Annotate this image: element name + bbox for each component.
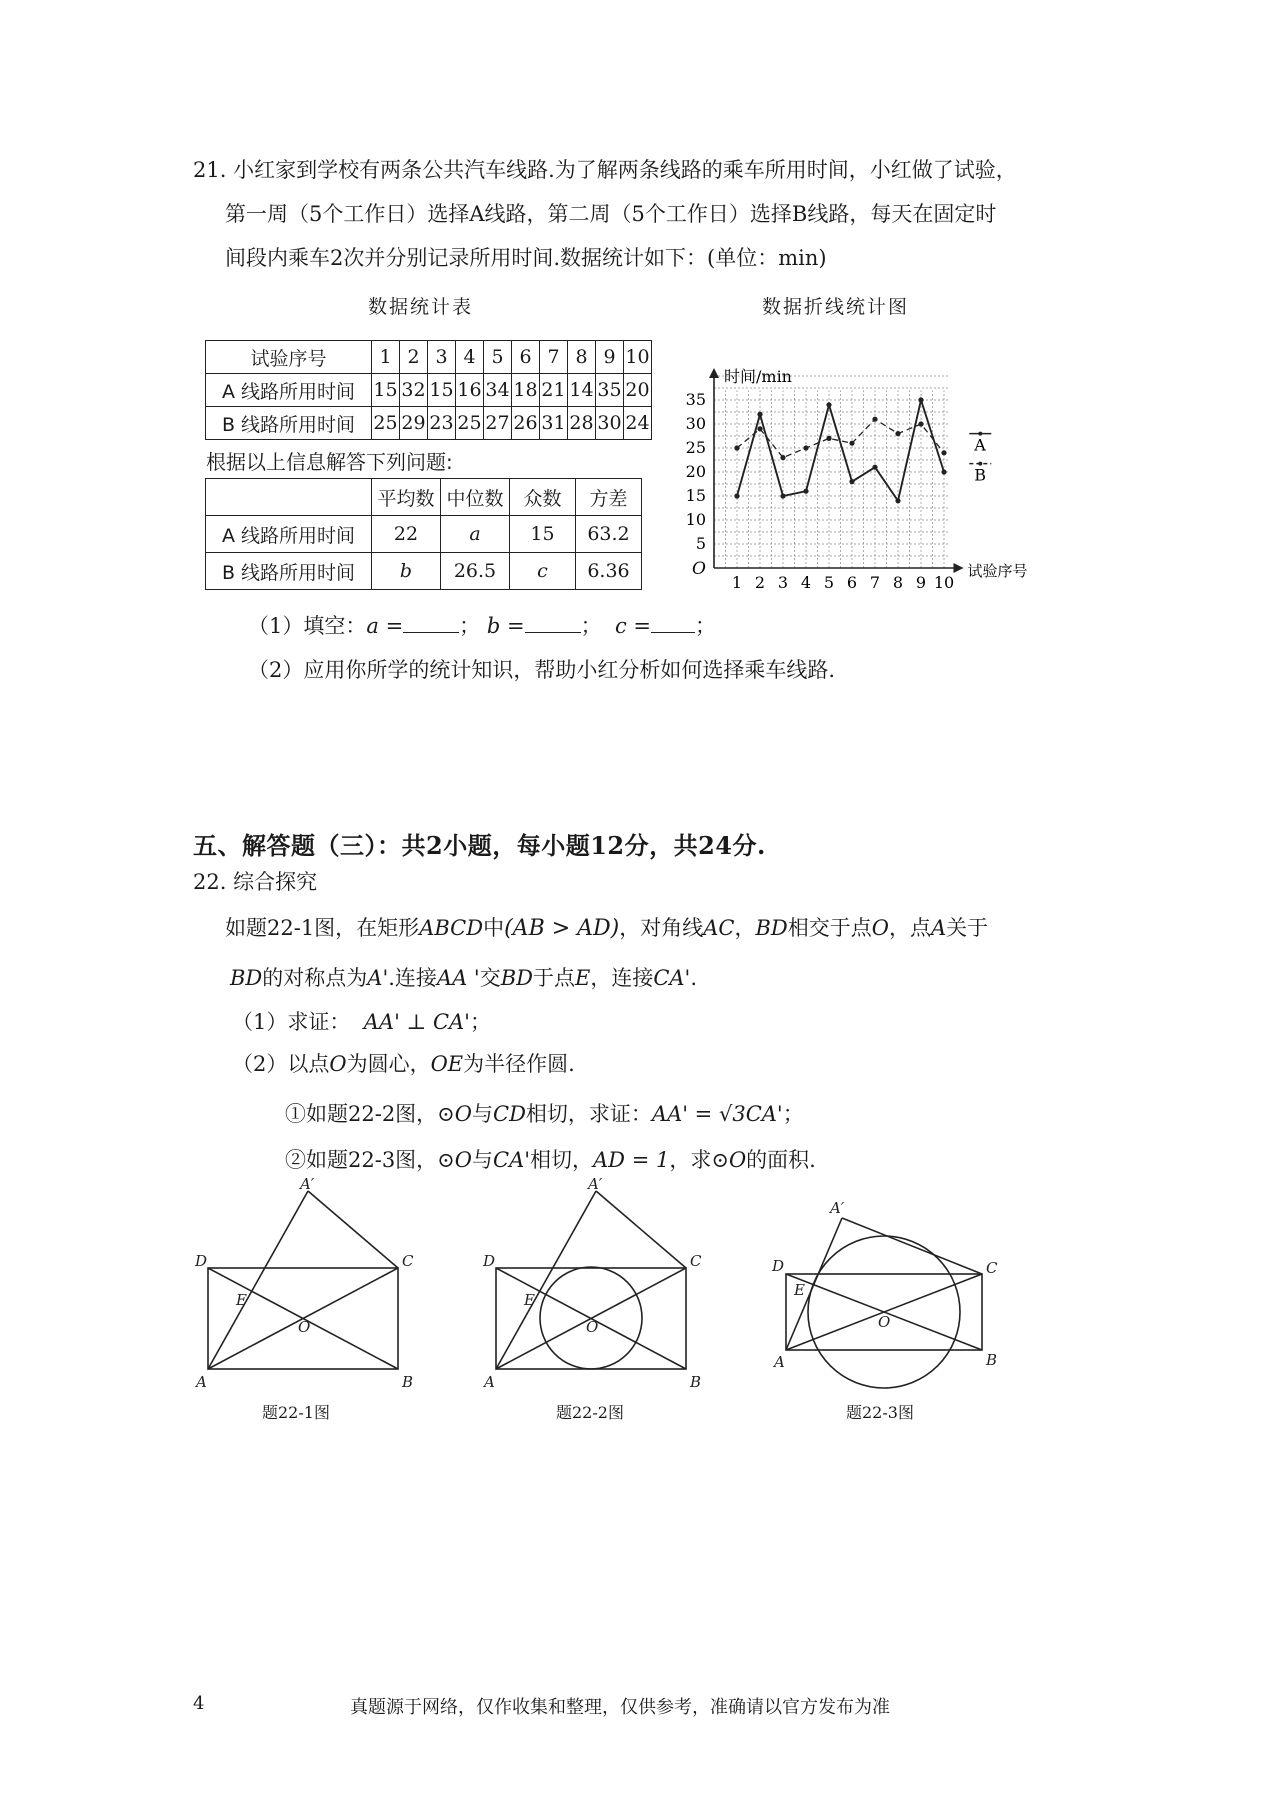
- text: ②如题22-3图，⊙: [285, 1148, 455, 1172]
- stats-header-empty: [206, 479, 372, 516]
- stats-cell: 63.2: [576, 516, 642, 553]
- q21-sub1: [248, 612, 716, 640]
- data-point-A: [941, 469, 946, 474]
- data-point-A: [872, 465, 877, 470]
- math: AD = 1: [593, 1148, 670, 1172]
- label-a-prime: A′: [588, 1175, 603, 1193]
- math: O: [454, 1102, 472, 1126]
- table-caption: 数据统计表: [368, 296, 474, 318]
- stats-cell: b: [372, 553, 441, 590]
- segment-ca: [596, 1191, 686, 1268]
- stats-row-a: [206, 516, 642, 553]
- text: ，连接: [590, 966, 654, 990]
- value-cell: 21: [540, 374, 568, 407]
- label-c: C: [690, 1252, 702, 1270]
- data-point-A: [803, 489, 808, 494]
- q22-sub1: [232, 1008, 491, 1036]
- x-tick-label: 6: [846, 573, 858, 592]
- data-point-B: [941, 450, 946, 455]
- q22-line2: [230, 964, 697, 992]
- stats-header-row: [206, 479, 642, 516]
- data-point-B: [872, 417, 877, 422]
- seq-cell: 7: [540, 341, 568, 374]
- x-tick-label: 1: [731, 573, 743, 592]
- data-point-A: [849, 479, 854, 484]
- y-tick-label: 5: [695, 534, 706, 553]
- math: AA' = √3CA': [651, 1102, 783, 1126]
- table-header-row: [206, 341, 652, 374]
- data-point-B: [734, 445, 739, 450]
- math: O: [871, 916, 889, 940]
- seq-cell: 5: [484, 341, 512, 374]
- y-tick-label: 25: [685, 438, 706, 457]
- text: 为半径作圆.: [463, 1052, 575, 1076]
- stats-cell: 22: [372, 516, 441, 553]
- q22-sub2-1: [285, 1100, 804, 1128]
- row-label: B 线路所用时间: [206, 553, 372, 590]
- text: ，对角线: [619, 916, 704, 940]
- stats-cell: 6.36: [576, 553, 642, 590]
- value-cell: 30: [596, 407, 624, 440]
- blank-b[interactable]: [525, 612, 581, 633]
- stats-cell: 15: [510, 516, 576, 553]
- text: （2）以点: [232, 1052, 330, 1076]
- label-c: C: [402, 1252, 414, 1270]
- seq-cell: 8: [568, 341, 596, 374]
- math: O: [329, 1052, 347, 1076]
- math: E: [574, 966, 591, 990]
- y-tick-label: 35: [685, 390, 706, 409]
- sub1-prefix: （1）填空：: [248, 614, 367, 638]
- table-header-label: 试验序号: [206, 341, 372, 374]
- text: 为圆心，: [346, 1052, 431, 1076]
- q21-prompt: 根据以上信息解答下列问题:: [206, 450, 453, 474]
- q22-heading: 22. 综合探究: [193, 870, 318, 894]
- x-tick-label: 7: [869, 573, 881, 592]
- origin-label: O: [692, 559, 706, 579]
- y-tick-label: 20: [685, 462, 706, 481]
- math: ABCD: [419, 916, 484, 940]
- seq-cell: 2: [400, 341, 428, 374]
- label-o: O: [298, 1318, 311, 1336]
- blank-a[interactable]: [403, 612, 459, 633]
- value-cell: 32: [400, 374, 428, 407]
- row-label: A 线路所用时间: [206, 374, 372, 407]
- text: 相交于点: [787, 916, 872, 940]
- label-b: B: [690, 1373, 702, 1391]
- data-point-A: [918, 397, 923, 402]
- math: AA' ⊥ CA': [363, 1010, 470, 1034]
- math: (AB > AD): [504, 916, 620, 941]
- data-table: [205, 340, 652, 440]
- y-tick-label: 10: [685, 510, 706, 529]
- stats-table: [205, 478, 642, 590]
- label-o: O: [878, 1313, 891, 1331]
- seq-cell: 4: [456, 341, 484, 374]
- text: 与: [472, 1102, 493, 1126]
- y-tick-label: 30: [685, 414, 706, 433]
- segment-ca: [842, 1218, 982, 1274]
- value-cell: 16: [456, 374, 484, 407]
- value-cell: 25: [372, 407, 400, 440]
- math: BD: [755, 916, 788, 940]
- seq-cell: 1: [372, 341, 400, 374]
- x-tick-label: 10: [933, 573, 955, 592]
- x-tick-label: 2: [754, 573, 766, 592]
- stats-row-b: [206, 553, 642, 590]
- stats-cell: c: [510, 553, 576, 590]
- row-label: B 线路所用时间: [206, 407, 372, 440]
- value-cell: 35: [596, 374, 624, 407]
- blank-c[interactable]: [651, 612, 695, 633]
- math: O: [728, 1148, 747, 1172]
- q22-sub2-2: [285, 1146, 816, 1174]
- data-point-B: [826, 436, 831, 441]
- caption-22-3: 题22-3图: [846, 1403, 914, 1422]
- q22-line1: [225, 914, 988, 943]
- label-b: B: [986, 1351, 998, 1369]
- text: 相切，求证：: [525, 1102, 652, 1126]
- math: AC: [703, 916, 735, 940]
- text: （1）求证：: [232, 1010, 351, 1034]
- value-cell: 15: [428, 374, 456, 407]
- data-point-B: [803, 445, 808, 450]
- math: CA': [493, 1148, 531, 1172]
- x-axis-arrow: [954, 563, 964, 573]
- value-cell: 15: [372, 374, 400, 407]
- data-point-B: [849, 441, 854, 446]
- data-point-A: [757, 412, 762, 417]
- value-cell: 26: [512, 407, 540, 440]
- page-number: 4: [193, 1693, 205, 1714]
- x-tick-label: 3: [777, 573, 789, 592]
- label-c: C: [986, 1259, 998, 1277]
- data-point-A: [780, 493, 785, 498]
- text: 中: [483, 916, 505, 940]
- text: 交: [479, 966, 501, 990]
- q21-sub2: （2）应用你所学的统计知识，帮助小红分析如何选择乘车线路.: [248, 658, 836, 682]
- text: 关于: [946, 916, 989, 940]
- value-cell: 31: [540, 407, 568, 440]
- q21-line1: 21. 小红家到学校有两条公共汽车线路.为了解两条线路的乘车所用时间，小红做了试验，: [193, 158, 1017, 182]
- q21-line2: 第一周（5个工作日）选择A线路，第二周（5个工作日）选择B线路，每天在固定时: [225, 202, 997, 226]
- value-cell: 28: [568, 407, 596, 440]
- x-tick-label: 9: [915, 573, 927, 592]
- data-point-B: [895, 431, 900, 436]
- label-d: D: [483, 1252, 496, 1270]
- value-cell: 20: [624, 374, 652, 407]
- sub1-b: b =: [486, 614, 525, 638]
- caption-22-1: 题22-1图: [262, 1403, 330, 1422]
- section5-title: 五、解答题（三）：共2小题，每小题12分，共24分.: [193, 831, 766, 860]
- table-row-a: [206, 374, 652, 407]
- seq-cell: 3: [428, 341, 456, 374]
- q22-sub2: [232, 1050, 575, 1078]
- sub1-sep: ；: [694, 614, 716, 638]
- label-a-prime: A′: [830, 1199, 845, 1217]
- value-cell: 24: [624, 407, 652, 440]
- seq-cell: 10: [624, 341, 652, 374]
- label-a: A: [774, 1353, 785, 1371]
- text: 如题22-1图，在矩形: [225, 916, 420, 940]
- seq-cell: 6: [512, 341, 540, 374]
- data-point-A: [734, 493, 739, 498]
- sub1-a: a =: [366, 614, 404, 638]
- data-point-A: [895, 498, 900, 503]
- math: CD: [493, 1102, 526, 1126]
- data-point-A: [826, 402, 831, 407]
- value-cell: 29: [400, 407, 428, 440]
- q21-line3: 间段内乘车2次并分别记录所用时间.数据统计如下：(单位：min): [225, 246, 827, 270]
- stats-header: 众数: [510, 479, 576, 516]
- footer-note: 真题源于网络，仅作收集和整理，仅供参考，准确请以官方发布为准: [350, 1697, 890, 1718]
- value-cell: 34: [484, 374, 512, 407]
- sub1-c: c =: [614, 614, 651, 638]
- label-e: E: [236, 1291, 247, 1309]
- label-a: A: [484, 1373, 495, 1391]
- label-e: E: [794, 1281, 805, 1299]
- figure-22-1: [190, 1175, 430, 1415]
- math: O: [454, 1148, 472, 1172]
- text: ；: [469, 1010, 491, 1034]
- text: 的对称点为: [262, 966, 368, 990]
- text: 与: [472, 1148, 493, 1172]
- text: 于点: [532, 966, 575, 990]
- figure-22-2: [478, 1175, 718, 1415]
- data-point-B: [780, 455, 785, 460]
- stats-header: 平均数: [372, 479, 441, 516]
- text: ，点: [889, 916, 931, 940]
- x-tick-label: 8: [892, 573, 904, 592]
- x-tick-label: 4: [800, 573, 812, 592]
- label-d: D: [195, 1252, 208, 1270]
- x-tick-label: 5: [823, 573, 835, 592]
- segment-ca: [308, 1191, 398, 1268]
- text: ，求⊙: [669, 1148, 729, 1172]
- data-point-B: [757, 426, 762, 431]
- text: ①如题22-2图，⊙: [285, 1102, 455, 1126]
- sub1-sep: ；: [459, 614, 481, 638]
- text: 相切，: [530, 1148, 594, 1172]
- chart-caption: 数据折线统计图: [762, 296, 910, 318]
- row-label: A 线路所用时间: [206, 516, 372, 553]
- text: .连接: [388, 966, 437, 990]
- math: BD: [230, 966, 263, 990]
- y-axis-arrow: [709, 368, 719, 378]
- label-o: O: [586, 1318, 599, 1336]
- text: ，: [734, 916, 756, 940]
- text: ；: [782, 1102, 804, 1126]
- stats-cell: a: [441, 516, 510, 553]
- math: AA ': [436, 966, 480, 990]
- value-cell: 14: [568, 374, 596, 407]
- math: A': [367, 966, 389, 990]
- math: BD: [500, 966, 533, 990]
- seq-cell: 9: [596, 341, 624, 374]
- stats-header: 中位数: [441, 479, 510, 516]
- math: OE: [430, 1052, 464, 1076]
- math: CA': [653, 966, 691, 990]
- stats-header: 方差: [576, 479, 642, 516]
- label-a-prime: A′: [300, 1175, 315, 1193]
- stats-cell: 26.5: [441, 553, 510, 590]
- value-cell: 27: [484, 407, 512, 440]
- label-a: A: [196, 1373, 207, 1391]
- y-axis-label: 时间/min: [724, 367, 792, 386]
- table-row-b: [206, 407, 652, 440]
- data-point-B: [918, 421, 923, 426]
- label-d: D: [772, 1257, 785, 1275]
- caption-22-2: 题22-2图: [556, 1403, 624, 1422]
- x-axis-label: 试验序号: [967, 562, 1028, 580]
- value-cell: 25: [456, 407, 484, 440]
- legend-label-B: B: [974, 465, 987, 485]
- value-cell: 18: [512, 374, 540, 407]
- text: 的面积.: [746, 1148, 816, 1172]
- sub1-sep: ；: [580, 614, 602, 638]
- legend-label-A: A: [974, 435, 986, 455]
- label-b: B: [402, 1373, 414, 1391]
- math: A: [931, 916, 947, 940]
- line-chart: [672, 336, 1042, 598]
- figure-22-3: [762, 1185, 1012, 1415]
- value-cell: 23: [428, 407, 456, 440]
- label-e: E: [524, 1291, 535, 1309]
- y-tick-label: 15: [685, 486, 706, 505]
- text: .: [690, 966, 698, 990]
